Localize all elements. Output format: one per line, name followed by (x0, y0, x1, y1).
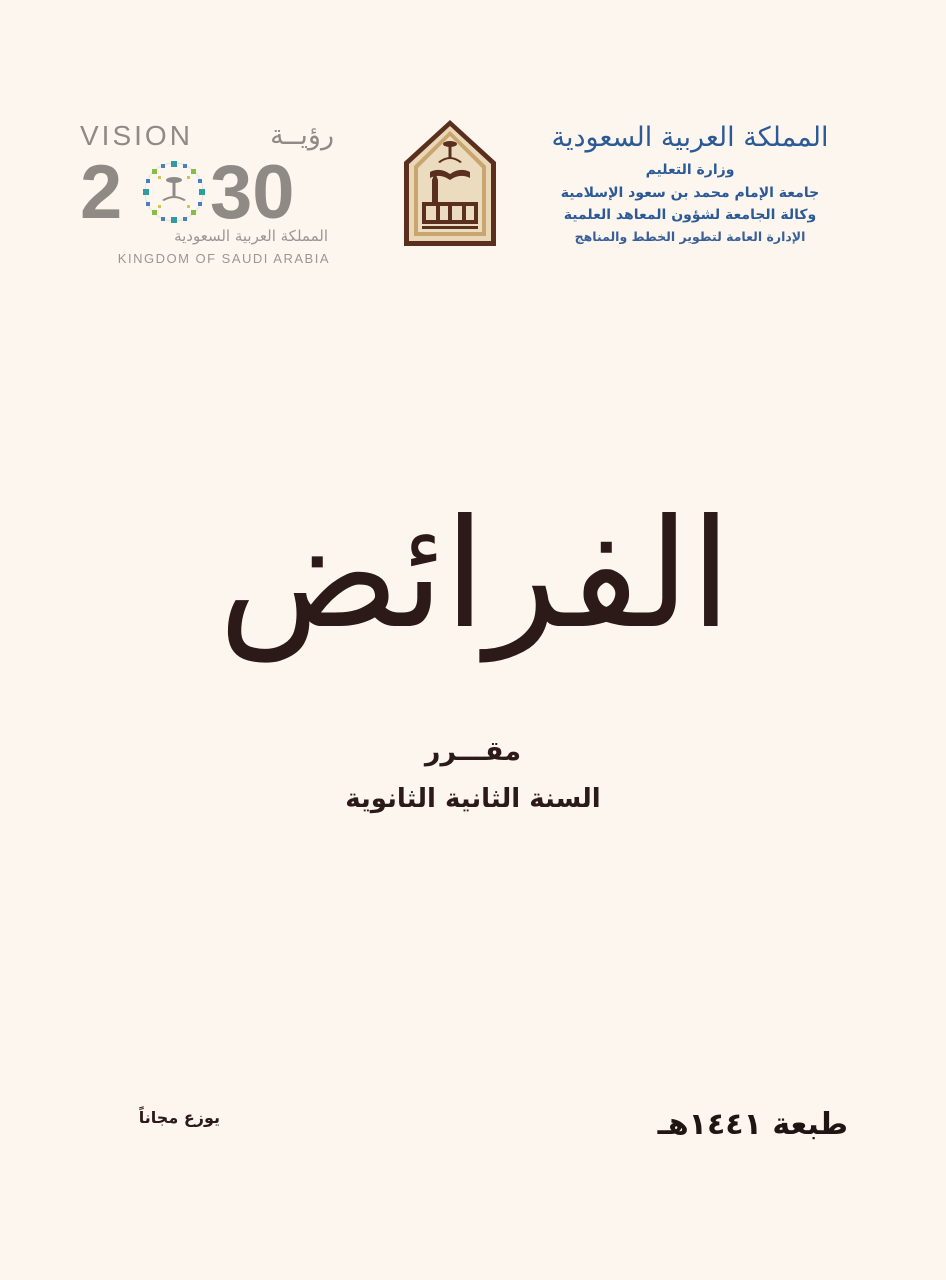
free-distribution-note: يوزع مجاناً (138, 1108, 220, 1127)
vision-year-graphic (80, 156, 336, 226)
department-name: الإدارة العامة لتطوير الخطط والمناهج (574, 229, 806, 244)
vision-2030-logo (80, 112, 336, 272)
kingdom-name: المملكة العربية السعودية (551, 122, 829, 153)
vision-word-en: VISION (80, 120, 193, 151)
ministry-name: وزارة التعليم (645, 162, 735, 178)
vision-word-ar: رؤيــة (270, 120, 334, 151)
course-label: مقـــرر (424, 736, 522, 767)
palm-swords-icon (143, 161, 205, 223)
emblem-graphic (402, 118, 498, 248)
grade-level: السنة الثانية الثانوية (345, 784, 601, 814)
ministry-header (530, 118, 850, 248)
imam-university-emblem-icon (402, 118, 498, 248)
agency-name: وكالة الجامعة لشؤون المعاهد العلمية (563, 207, 817, 223)
edition-label: طبعة ١٤٤١هـ (657, 1107, 848, 1142)
vision-title (80, 118, 336, 154)
vision-kingdom-en: KINGDOM OF SAUDI ARABIA (117, 251, 330, 266)
svg-text:2: 2 (80, 156, 123, 226)
svg-text:30: 30 (210, 156, 295, 226)
university-name: جامعة الإمام محمد بن سعود الإسلامية (560, 185, 820, 201)
book-title (200, 470, 750, 690)
vision-year (80, 156, 336, 226)
vision-kingdom-ar: المملكة العربية السعودية (174, 227, 328, 245)
book-title-text: الفرائض (218, 488, 732, 662)
